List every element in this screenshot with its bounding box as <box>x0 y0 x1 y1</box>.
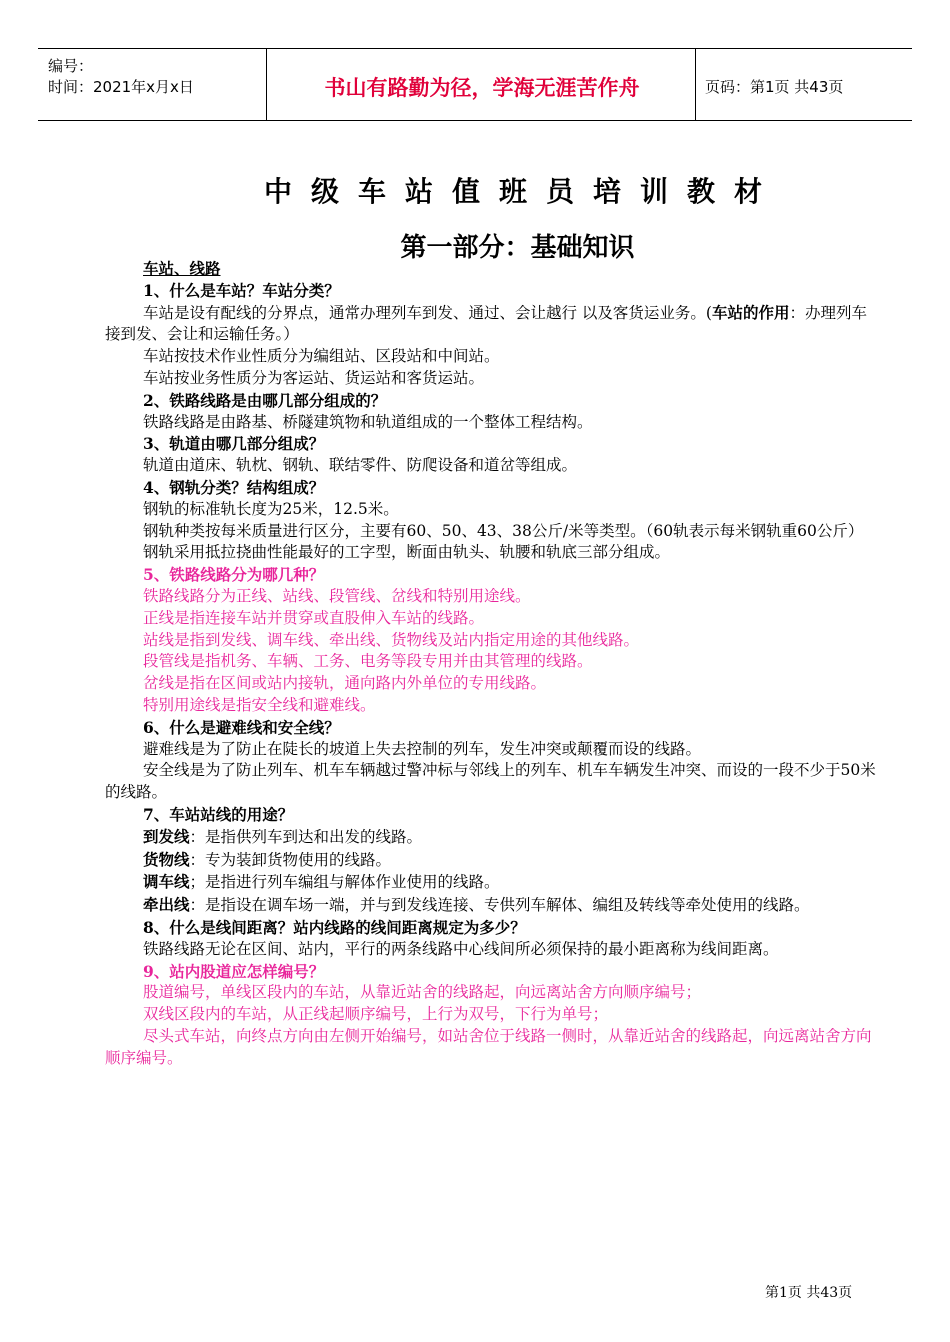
page-footer: 第1页 共43页 <box>765 1285 853 1301</box>
answer-1-3: 车站按业务性质分为客运站、货运站和客货运站。 <box>143 368 485 387</box>
answer-7-4 <box>105 894 880 917</box>
answer-1-1-bold: 车站的作用 <box>711 302 790 322</box>
answer-1-1-tail: ：办理列车接到发、会让和运输任务。） <box>105 303 868 344</box>
header-motto: 书山有路勤为径，学海无涯苦作舟 <box>324 76 640 100</box>
answer-7-2 <box>105 849 880 872</box>
answer-5-3: 站线是指到发线、调车线、牵出线、货物线及站内指定用途的其他线路。 <box>143 630 640 649</box>
document-subtitle: 第一部分：基础知识 <box>400 233 635 263</box>
term-qianchuxian: 牵出线 <box>143 895 190 915</box>
header-divider-2 <box>695 48 696 120</box>
header-top-rule <box>38 48 912 49</box>
answer-6-1: 避难线是为了防止在陡长的坡道上失去控制的列车，发生冲突或颠覆而设的线路。 <box>143 739 702 758</box>
answer-9-3: 尽头式车站，向终点方向由左侧开始编号，如站舍位于线路一侧时，从靠近站舍的线路起，向远离站舍方向顺序编号。 <box>105 1026 872 1067</box>
answer-5-1: 铁路线路分为正线、站线、段管线、岔线和特别用途线。 <box>143 586 531 605</box>
question-9: 9、站内股道应怎样编号？ <box>143 961 325 981</box>
answer-7-3-text: ；是指进行列车编组与解体作业使用的线路。 <box>189 873 500 892</box>
answer-9-2: 双线区段内的车站，从正线起顺序编号，上行为双号，下行为单号； <box>143 1005 609 1024</box>
header-divider-1 <box>266 48 267 120</box>
answer-7-4-text: ：是指设在调车场一端，并与到发线连接、专供列车解体、编组及转线等牵处使用的线路。 <box>189 896 810 915</box>
question-7: 7、车站站线的用途？ <box>143 804 294 824</box>
answer-1-2: 车站按技术作业性质分为编组站、区段站和中间站。 <box>143 347 500 366</box>
section-heading: 车站、线路 <box>143 259 221 278</box>
answer-5-5: 岔线是指在区间或站内接轨，通向路内外单位的专用线路。 <box>143 674 547 693</box>
header-meta <box>48 56 194 98</box>
header-page-info: 页码：第1页 共43页 <box>705 78 844 96</box>
answer-4-2: 钢轨种类按每米质量进行区分，主要有60、50、43、38公斤/米等类型。（60轨表示每米钢轨重60公斤） <box>143 521 864 540</box>
answer-8-1: 铁路线路无论在区间、站内，平行的两条线路中心线间所必须保持的最小距离称为线间距离。 <box>143 939 779 958</box>
answer-4-3: 钢轨采用抵拉挠曲性能最好的工字型，断面由轨头、轨腰和轨底三部分组成。 <box>143 543 671 562</box>
document-title: 中级车站值班员培训教材 <box>263 175 781 208</box>
question-3: 3、轨道由哪几部分组成？ <box>143 434 325 454</box>
answer-5-2: 正线是指连接车站并贯穿或直股伸入车站的线路。 <box>143 608 485 627</box>
header-time: 时间：2021年x月x日 <box>48 78 194 96</box>
header-bottom-rule <box>38 120 912 121</box>
question-6: 6、什么是避难线和安全线？ <box>143 717 340 737</box>
answer-3-1: 轨道由道床、轨枕、钢轨、联结零件、防爬设备和道岔等组成。 <box>143 456 578 475</box>
question-2: 2、铁路线路是由哪几部分组成的？ <box>143 390 387 410</box>
answer-7-1-text: ：是指供列车到达和出发的线路。 <box>189 827 423 846</box>
question-1: 1、什么是车站？车站分类？ <box>143 280 340 300</box>
answer-7-1 <box>105 826 880 849</box>
question-5: 5、铁路线路分为哪几种？ <box>143 565 325 585</box>
answer-1-1 <box>105 302 880 347</box>
question-8: 8、什么是线间距离？站内线路的线间距离规定为多少？ <box>143 917 526 937</box>
answer-1-1-text: 车站是设有配线的分界点，通常办理列车到发、通过、会让越行 以及客货运业务。( <box>143 303 712 322</box>
question-4: 4、钢轨分类？结构组成？ <box>143 477 325 497</box>
answer-7-2-text: ：专为装卸货物使用的线路。 <box>189 850 392 869</box>
answer-7-3 <box>105 871 880 894</box>
answer-5-6: 特别用途线是指安全线和避难线。 <box>143 695 376 714</box>
term-daofaxian: 到发线 <box>143 826 190 846</box>
term-huowuxian: 货物线 <box>143 849 190 869</box>
term-diaochexian: 调车线 <box>143 872 190 892</box>
answer-9-1: 股道编号，单线区段内的车站，从靠近站舍的线路起，向远离站舍方向顺序编号； <box>143 983 702 1002</box>
header-number: 编号： <box>48 57 94 75</box>
document-body <box>105 258 880 1069</box>
answer-2-1: 铁路线路是由路基、桥隧建筑物和轨道组成的一个整体工程结构。 <box>143 412 593 431</box>
answer-6-2: 安全线是为了防止列车、机车车辆越过警冲标与邻线上的列车、机车车辆发生冲突、而设的一段不少于50米的线路。 <box>105 761 876 802</box>
answer-5-4: 段管线是指机务、车辆、工务、电务等段专用并由其管理的线路。 <box>143 652 593 671</box>
answer-4-1: 钢轨的标准轨长度为25米，12.5米。 <box>143 499 399 518</box>
